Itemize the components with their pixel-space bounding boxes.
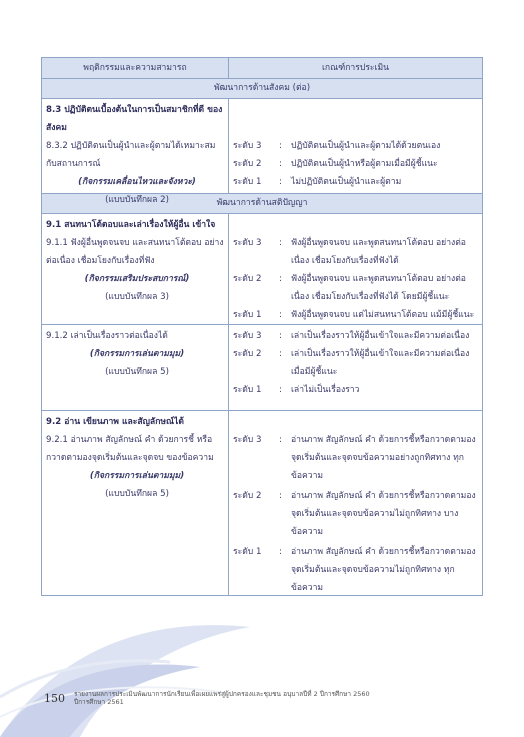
record-label: (แบบบันทึกผล 2) xyxy=(105,195,169,205)
activity-label: (กิจกรรมการเล่นตามมุม) xyxy=(89,349,185,359)
criterion: ระดับ 3 : อ่านภาพ สัญลักษณ์ คำ ด้วยการชี้หรือกวาดตามอง จุดเริ่มต้นและจุดจบข้อความอย่างถูกทิศทาง ทุกข้อความ xyxy=(233,435,476,481)
page-number: 150 xyxy=(44,691,65,705)
table-header xyxy=(42,58,482,79)
row-title: 9.2 อ่าน เขียนภาพ และสัญลักษณ์ได้ xyxy=(46,417,184,427)
record-label: (แบบบันทึกผล 5) xyxy=(105,489,169,499)
criterion: ระดับ 2 : ปฏิบัติตนเป็นผู้นำหรือผู้ตามเมื่อมีผู้ชี้แนะ xyxy=(233,159,438,169)
record-label: (แบบบันทึกผล 5) xyxy=(105,367,169,377)
row-subtitle: 8.3.2 ปฏิบัติตนเป็นผู้นำและผู้ตามได้เหมาะสม กับสถานการณ์ xyxy=(46,141,216,169)
table-row xyxy=(42,411,482,595)
header-behavior: พฤติกรรมและความสามารถ xyxy=(42,58,229,78)
criterion: ระดับ 1 : อ่านภาพ สัญลักษณ์ คำ ด้วยการชี้หรือกวาดตามอง จุดเริ่มต้นและจุดจบข้อความไม่ถูกทิศทาง ทุกข้อความ xyxy=(233,547,476,593)
activity-label: (กิจกรรมเสริมประสบการณ์) xyxy=(84,274,190,284)
criterion: ระดับ 1 : ไม่ปฏิบัติตนเป็นผู้นำและผู้ตาม xyxy=(233,177,402,187)
decorative-swirl xyxy=(0,587,524,737)
row-subtitle: 9.1.1 ฟังผู้อื่นพูดจนจบ และสนทนาโต้ตอบ อย่างต่อเนื่อง เชื่อมโยงกับเรื่องที่ฟัง xyxy=(46,238,224,266)
footer-line-1: รายงานผลการประเมินพัฒนาการนักเรียนเพื่อเผยแพร่สู่ผู้ปกครองและชุมชน อนุบาลปีที่ 2 ปีการศึกษา 2560 xyxy=(74,690,370,698)
criterion: ระดับ 3 : เล่าเป็นเรื่องราวให้ผู้อื่นเข้าใจและมีความต่อเนื่อง xyxy=(233,331,470,341)
activity-label: (กิจกรรมการเล่นตามมุม) xyxy=(89,471,185,481)
section-intellectual: พัฒนาการด้านสติปัญญา xyxy=(42,194,482,214)
record-label: (แบบบันทึกผล 3) xyxy=(105,292,169,302)
row-subtitle: 9.2.1 อ่านภาพ สัญลักษณ์ คำ ด้วยการชี้ หรือกวาดตามองจุดเริ่มต้นและจุดจบ ของข้อความ xyxy=(46,435,214,463)
footer-line-2: ปีการศึกษา 2561 xyxy=(74,698,124,706)
criterion: ระดับ 2 : อ่านภาพ สัญลักษณ์ คำ ด้วยการชี้หรือกวาดตามอง จุดเริ่มต้นและจุดจบข้อความไม่ถูกทิศทาง บางข้อความ xyxy=(233,491,476,537)
section-social: พัฒนาการด้านสังคม (ต่อ) xyxy=(42,79,482,99)
assessment-table xyxy=(41,57,483,596)
activity-label: (กิจกรรมเคลื่อนไหวและจังหวะ) xyxy=(78,177,196,187)
criterion: ระดับ 3 : ฟังผู้อื่นพูดจนจบ และพูดสนทนาโต้ตอบ อย่างต่อเนื่อง เชื่อมโยงกับเรื่องที่ฟังได้ xyxy=(233,238,466,266)
page-footer xyxy=(44,690,370,706)
criterion: ระดับ 2 : เล่าเป็นเรื่องราวให้ผู้อื่นเข้าใจและมีความต่อเนื่อง เมื่อมีผู้ชี้แนะ xyxy=(233,349,470,377)
criterion: ระดับ 3 : ปฏิบัติตนเป็นผู้นำและผู้ตามได้ด้วยตนเอง xyxy=(233,141,441,151)
row-subtitle: 9.1.2 เล่าเป็นเรื่องราวต่อเนื่องได้ xyxy=(46,331,168,341)
criterion: ระดับ 1 : เล่าไม่เป็นเรื่องราว xyxy=(233,385,360,395)
header-criteria: เกณฑ์การประเมิน xyxy=(321,63,390,73)
criterion: ระดับ 1 : ฟังผู้อื่นพูดจนจบ แต่ไม่สนทนาโต้ตอบ แม้มีผู้ชี้แนะ xyxy=(233,310,475,320)
criterion: ระดับ 2 : ฟังผู้อื่นพูดจนจบ และพูดสนทนาโต้ตอบ อย่างต่อเนื่อง เชื่อมโยงกับเรื่องที่ฟังได้ โดยมีผู้ชี้แนะ xyxy=(233,274,466,302)
table-row xyxy=(42,325,482,411)
row-title: 8.3 ปฏิบัติตนเบื้องต้นในการเป็นสมาชิกที่ดี ของสังคม xyxy=(46,105,223,133)
row-title: 9.1 สนทนาโต้ตอบและเล่าเรื่องให้ผู้อื่น เข้าใจ xyxy=(46,220,216,230)
table-row xyxy=(42,214,482,325)
